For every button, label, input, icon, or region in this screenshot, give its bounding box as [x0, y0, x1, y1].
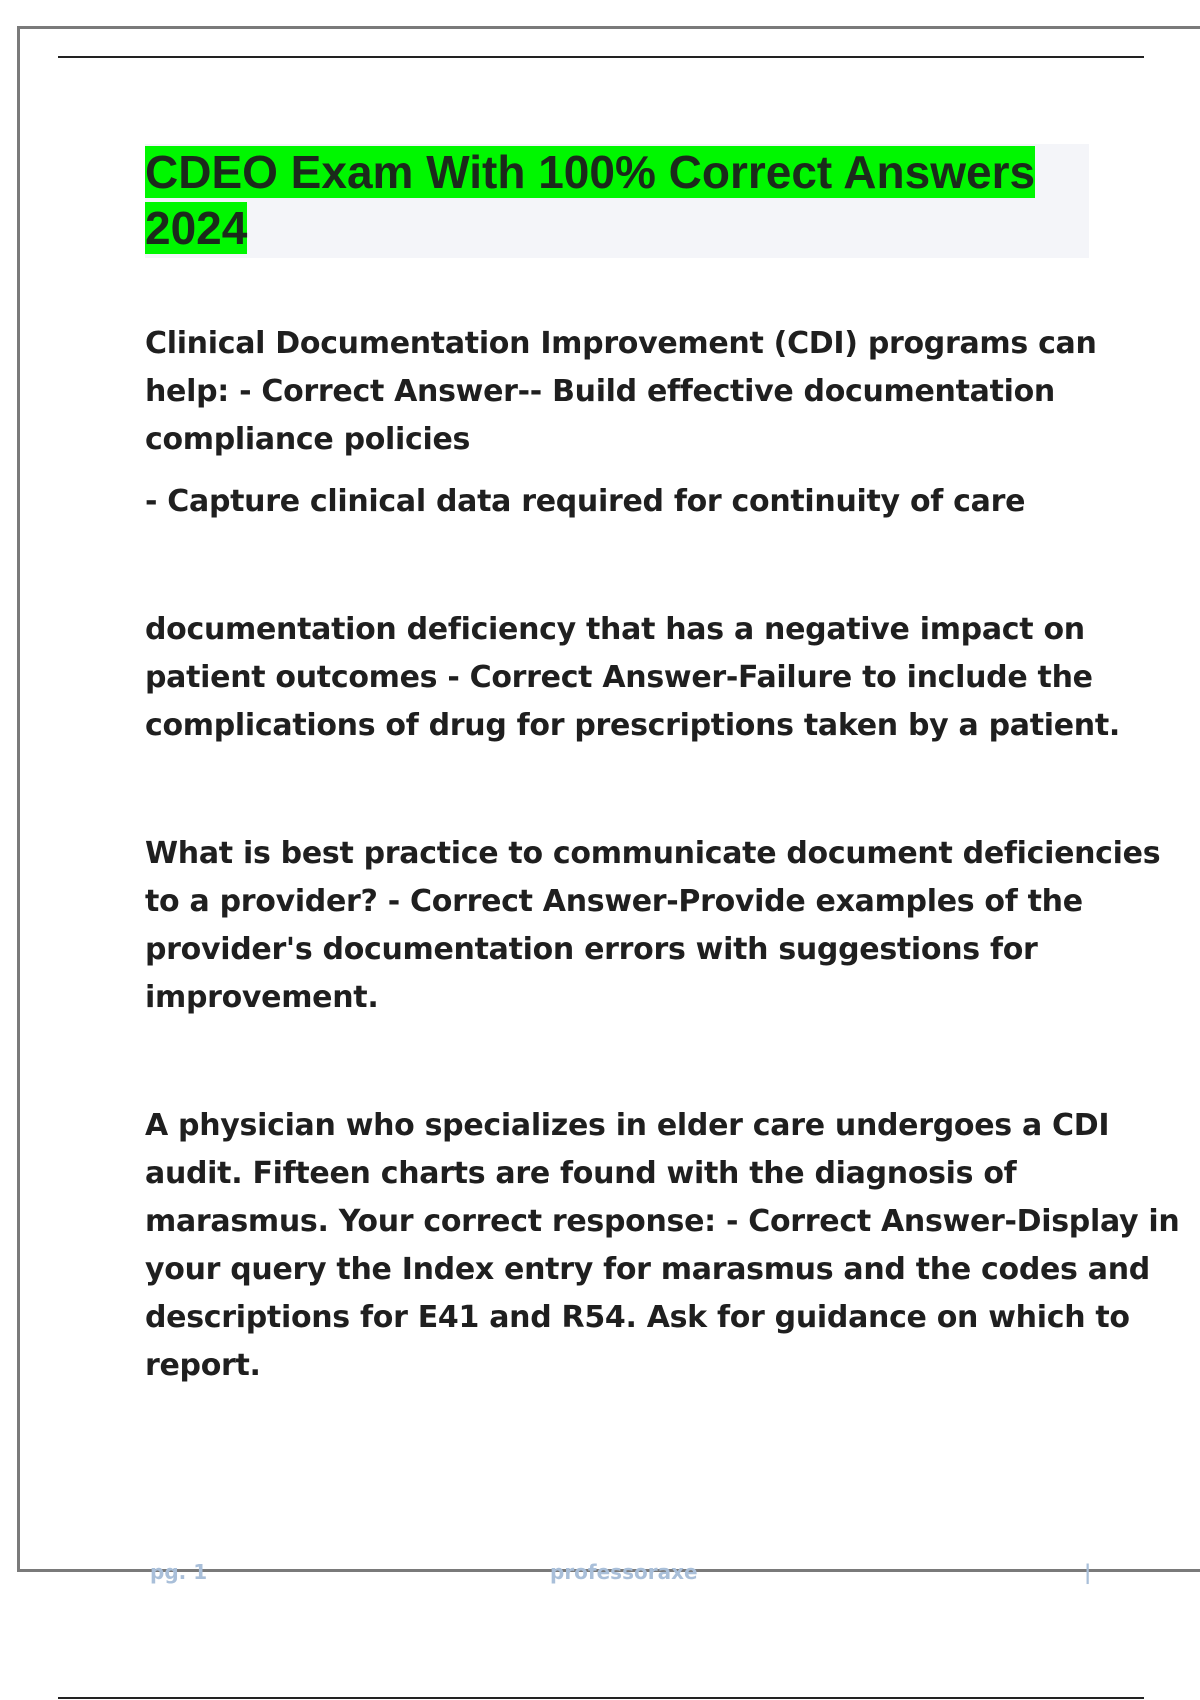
qa-line: compliance policies	[145, 422, 471, 457]
qa-item	[145, 320, 1095, 464]
qa-line: documentation deficiency that has a negative impact on	[145, 612, 1085, 647]
footer-separator: |	[1084, 1560, 1092, 1584]
qa-line: - Capture clinical data required for continuity of care	[145, 484, 1026, 519]
qa-item	[145, 478, 1095, 526]
header-rule	[58, 56, 1144, 58]
title-block	[145, 144, 1089, 258]
qa-line: report.	[145, 1348, 261, 1383]
document-content	[145, 320, 1180, 1390]
document-title	[145, 144, 1089, 256]
qa-line: provider's documentation errors with suggestions for	[145, 932, 1038, 967]
qa-item	[145, 830, 1161, 1022]
bottom-rule	[58, 1697, 1144, 1699]
title-line-2: 2024	[145, 202, 248, 254]
qa-item	[145, 1102, 1180, 1390]
qa-line: your query the Index entry for marasmus and the codes and	[145, 1252, 1150, 1287]
footer-author: professoraxe	[550, 1560, 698, 1584]
qa-line: to a provider? - Correct Answer-Provide examples of the	[145, 884, 1083, 919]
qa-line: help: - Correct Answer-- Build effective documentation	[145, 374, 1055, 409]
footer-page-number: pg. 1	[150, 1560, 208, 1584]
page-footer	[0, 1560, 1200, 1586]
qa-line: What is best practice to communicate document deficiencies	[145, 836, 1161, 871]
qa-line: A physician who specializes in elder care undergoes a CDI	[145, 1108, 1110, 1143]
qa-line: patient outcomes - Correct Answer-Failure to include the	[145, 660, 1093, 695]
qa-line: improvement.	[145, 980, 379, 1015]
qa-line: marasmus. Your correct response: - Correct Answer-Display in	[145, 1204, 1180, 1239]
qa-line: Clinical Documentation Improvement (CDI) programs can	[145, 326, 1097, 361]
qa-item	[145, 606, 1120, 750]
qa-line: audit. Fifteen charts are found with the diagnosis of	[145, 1156, 1017, 1191]
title-line-1: CDEO Exam With 100% Correct Answers	[145, 146, 1036, 198]
qa-line: complications of drug for prescriptions taken by a patient.	[145, 708, 1120, 743]
qa-line: descriptions for E41 and R54. Ask for guidance on which to	[145, 1300, 1130, 1335]
